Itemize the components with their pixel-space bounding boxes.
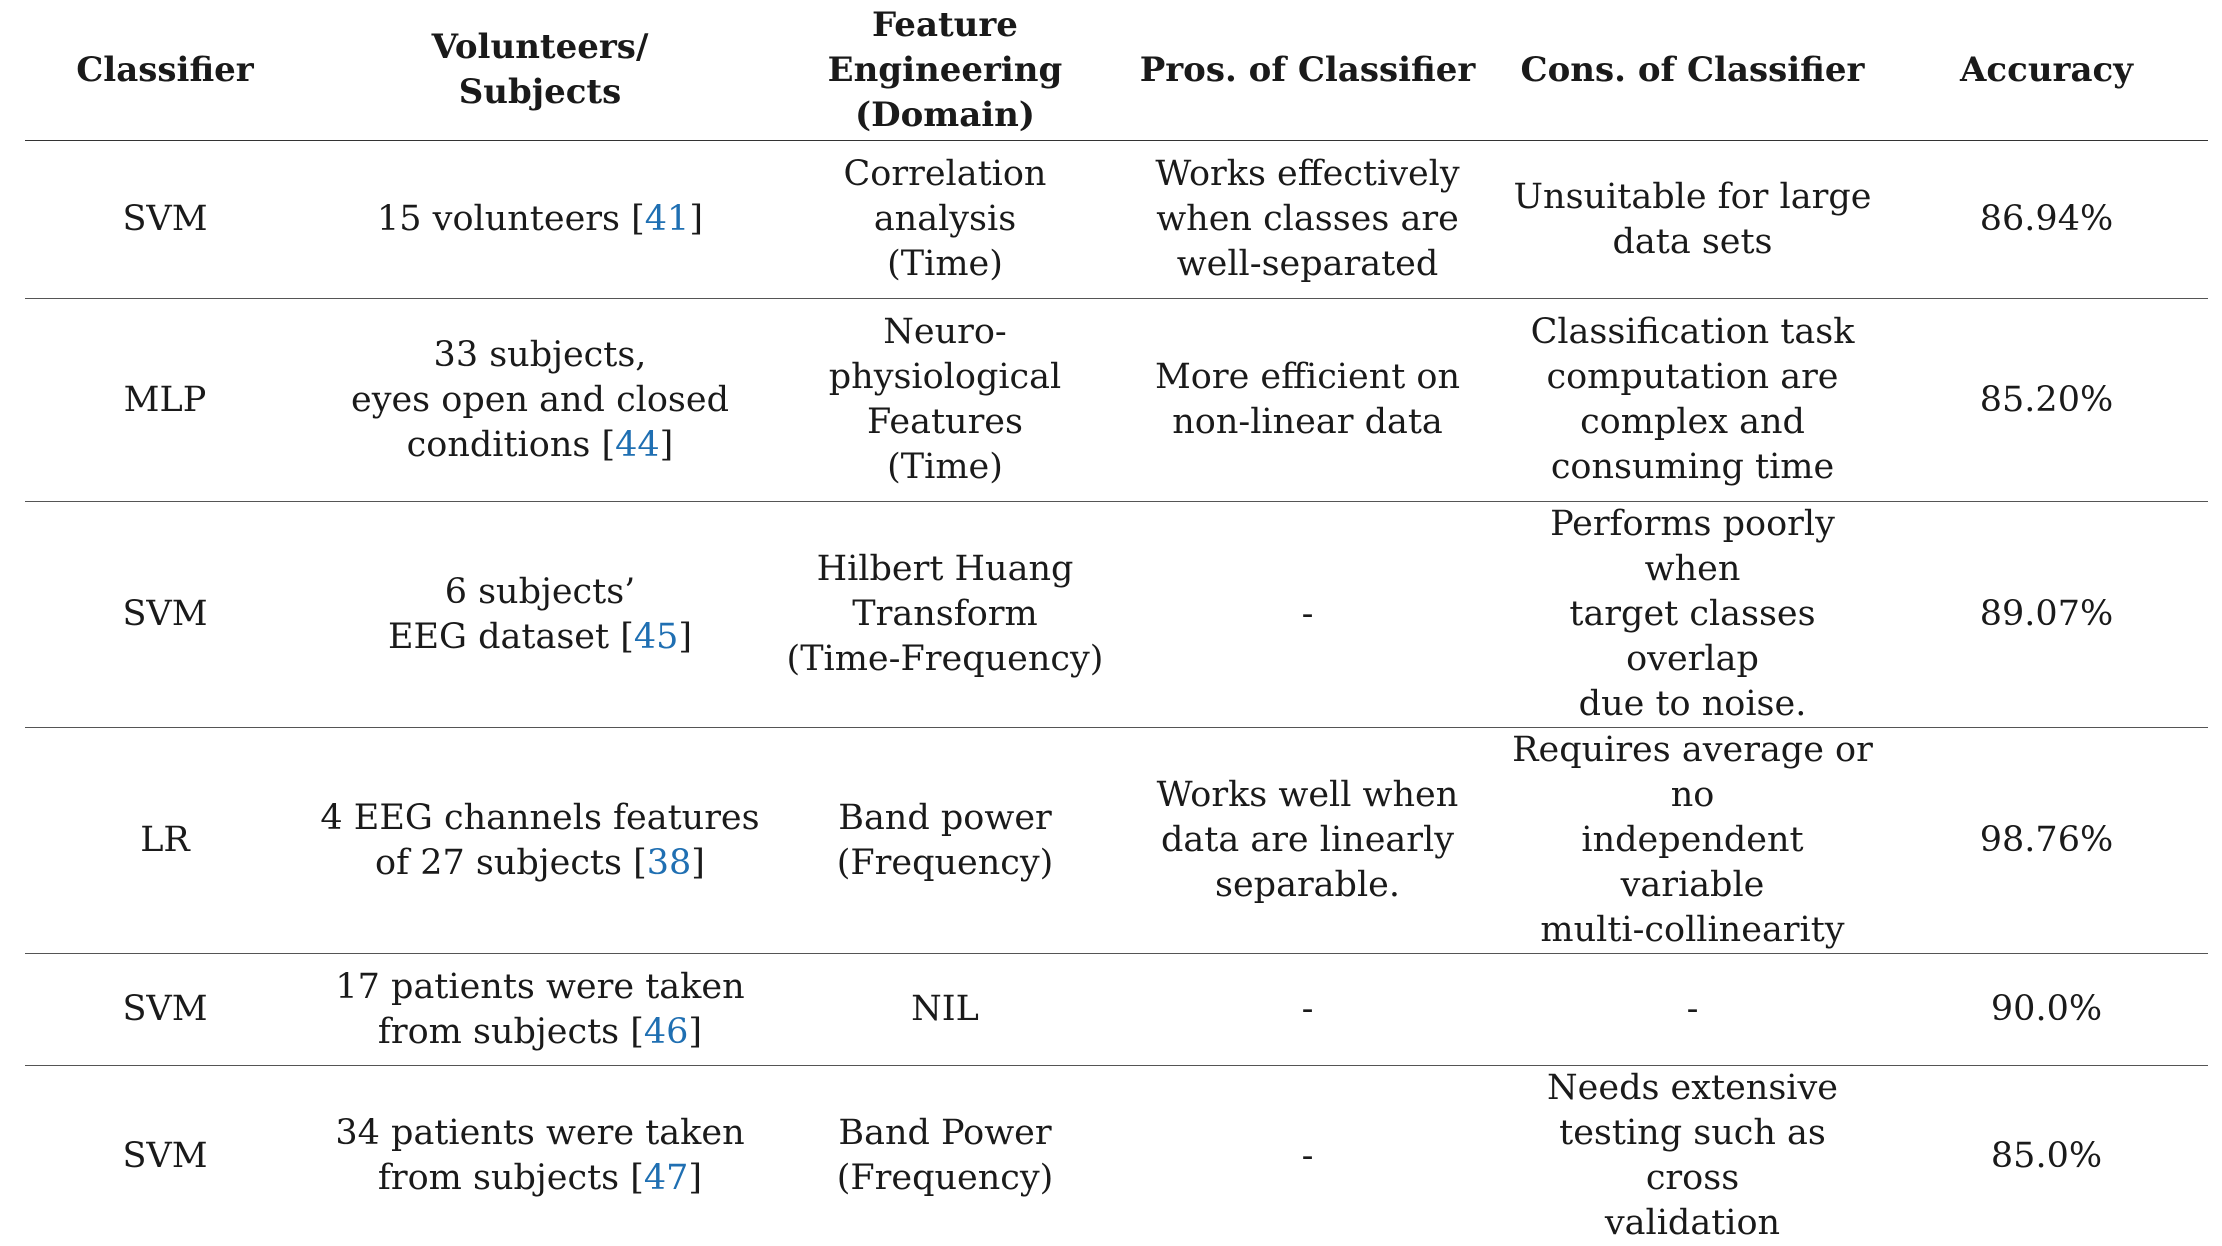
citation-link[interactable]: 46 — [644, 1012, 689, 1052]
cell-line: Feature — [783, 3, 1107, 48]
cell-line: - — [1508, 987, 1877, 1032]
cell-classifier: SVM — [25, 502, 305, 728]
table-row — [25, 502, 2208, 728]
cell-line: Band power — [783, 796, 1107, 841]
cell-line: (Frequency) — [783, 841, 1107, 886]
cell-feature-engineering — [775, 728, 1115, 954]
cell-line: physiological — [783, 355, 1107, 400]
cell-line: when classes are — [1123, 197, 1492, 242]
cell-line: Subjects — [313, 70, 767, 115]
citation-link[interactable]: 41 — [645, 199, 690, 239]
header-pros — [1115, 0, 1500, 141]
cell-classifier: LR — [25, 728, 305, 954]
cell-line: of 27 subjects [38] — [313, 841, 767, 886]
cell-line: Features — [783, 400, 1107, 445]
cell-line: Hilbert Huang — [783, 547, 1107, 592]
cell-subjects — [305, 954, 775, 1066]
cell-cons — [1500, 1066, 1885, 1246]
cell-line: data sets — [1508, 220, 1877, 265]
cell-line: 33 subjects, — [313, 333, 767, 378]
cell-line: Classification task — [1508, 310, 1877, 355]
cell-line: Works effectively — [1123, 152, 1492, 197]
cell-pros — [1115, 1066, 1500, 1246]
cell-pros — [1115, 141, 1500, 299]
cell-line: Works well when — [1123, 773, 1492, 818]
cell-line: 17 patients were taken — [313, 965, 767, 1010]
cell-cons — [1500, 299, 1885, 502]
cell-subjects — [305, 141, 775, 299]
cell-cons — [1500, 954, 1885, 1066]
cell-line: testing such as cross — [1508, 1111, 1877, 1201]
table-row — [25, 299, 2208, 502]
table-row — [25, 954, 2208, 1066]
cell-pros — [1115, 502, 1500, 728]
header-cons — [1500, 0, 1885, 141]
cell-line: independent variable — [1508, 818, 1877, 908]
cell-line: data are linearly — [1123, 818, 1492, 863]
cell-pros — [1115, 954, 1500, 1066]
header-row — [25, 0, 2208, 141]
cell-classifier: SVM — [25, 954, 305, 1066]
table-row — [25, 728, 2208, 954]
comparison-table — [25, 0, 2208, 1246]
cell-line: Unsuitable for large — [1508, 175, 1877, 220]
cell-line: Accuracy — [1893, 48, 2200, 93]
cell-feature-engineering — [775, 141, 1115, 299]
cell-line: More efficient on — [1123, 355, 1492, 400]
citation-link[interactable]: 38 — [647, 843, 692, 883]
cell-line: non-linear data — [1123, 400, 1492, 445]
cell-line: analysis — [783, 197, 1107, 242]
cell-accuracy: 85.0% — [1885, 1066, 2208, 1246]
cell-line: Cons. of Classifier — [1508, 48, 1877, 93]
table-row — [25, 141, 2208, 299]
cell-line: Correlation — [783, 152, 1107, 197]
cell-line: 4 EEG channels features — [313, 796, 767, 841]
cell-line: Requires average or no — [1508, 728, 1877, 818]
table-row — [25, 1066, 2208, 1246]
cell-line: validation — [1508, 1201, 1877, 1246]
cell-line: computation are — [1508, 355, 1877, 400]
cell-line: Performs poorly when — [1508, 502, 1877, 592]
cell-line: from subjects [46] — [313, 1010, 767, 1055]
cell-line: 6 subjects’ — [313, 570, 767, 615]
cell-pros — [1115, 299, 1500, 502]
header-feature-engineering — [775, 0, 1115, 141]
cell-cons — [1500, 502, 1885, 728]
cell-line: 15 volunteers [41] — [313, 197, 767, 242]
cell-line: eyes open and closed — [313, 378, 767, 423]
cell-subjects — [305, 728, 775, 954]
header-subjects — [305, 0, 775, 141]
cell-line: NIL — [783, 987, 1107, 1032]
cell-line: Classifier — [33, 48, 297, 93]
cell-line: - — [1123, 1134, 1492, 1179]
cell-accuracy: 85.20% — [1885, 299, 2208, 502]
cell-line: (Time) — [783, 445, 1107, 490]
cell-accuracy: 89.07% — [1885, 502, 2208, 728]
cell-line: Pros. of Classifier — [1123, 48, 1492, 93]
cell-line: Engineering — [783, 48, 1107, 93]
citation-link[interactable]: 47 — [644, 1158, 689, 1198]
cell-line: from subjects [47] — [313, 1156, 767, 1201]
cell-line: (Domain) — [783, 93, 1107, 138]
cell-accuracy: 98.76% — [1885, 728, 2208, 954]
header-accuracy — [1885, 0, 2208, 141]
cell-line: conditions [44] — [313, 423, 767, 468]
cell-subjects — [305, 502, 775, 728]
citation-link[interactable]: 44 — [615, 425, 660, 465]
cell-subjects — [305, 1066, 775, 1246]
cell-pros — [1115, 728, 1500, 954]
cell-line: multi-collinearity — [1508, 908, 1877, 953]
cell-line: target classes overlap — [1508, 592, 1877, 682]
cell-subjects — [305, 299, 775, 502]
cell-line: - — [1123, 987, 1492, 1032]
cell-accuracy: 90.0% — [1885, 954, 2208, 1066]
cell-feature-engineering — [775, 299, 1115, 502]
cell-feature-engineering — [775, 502, 1115, 728]
cell-line: Volunteers/ — [313, 25, 767, 70]
cell-line: Band Power — [783, 1111, 1107, 1156]
cell-line: 34 patients were taken — [313, 1111, 767, 1156]
cell-line: (Frequency) — [783, 1156, 1107, 1201]
cell-classifier: SVM — [25, 141, 305, 299]
cell-feature-engineering — [775, 1066, 1115, 1246]
cell-line: separable. — [1123, 863, 1492, 908]
cell-line: (Time) — [783, 242, 1107, 287]
cell-classifier: MLP — [25, 299, 305, 502]
cell-line: Neuro- — [783, 310, 1107, 355]
cell-cons — [1500, 141, 1885, 299]
header-classifier — [25, 0, 305, 141]
cell-feature-engineering — [775, 954, 1115, 1066]
cell-classifier: SVM — [25, 1066, 305, 1246]
table-body — [25, 141, 2208, 1246]
cell-line: (Time-Frequency) — [783, 637, 1107, 682]
cell-line: Transform — [783, 592, 1107, 637]
cell-line: due to noise. — [1508, 682, 1877, 727]
cell-cons — [1500, 728, 1885, 954]
cell-line: complex and — [1508, 400, 1877, 445]
citation-link[interactable]: 45 — [634, 617, 679, 657]
cell-line: - — [1123, 592, 1492, 637]
cell-line: EEG dataset [45] — [313, 615, 767, 660]
cell-accuracy: 86.94% — [1885, 141, 2208, 299]
cell-line: consuming time — [1508, 445, 1877, 490]
cell-line: well-separated — [1123, 242, 1492, 287]
cell-line: Needs extensive — [1508, 1066, 1877, 1111]
